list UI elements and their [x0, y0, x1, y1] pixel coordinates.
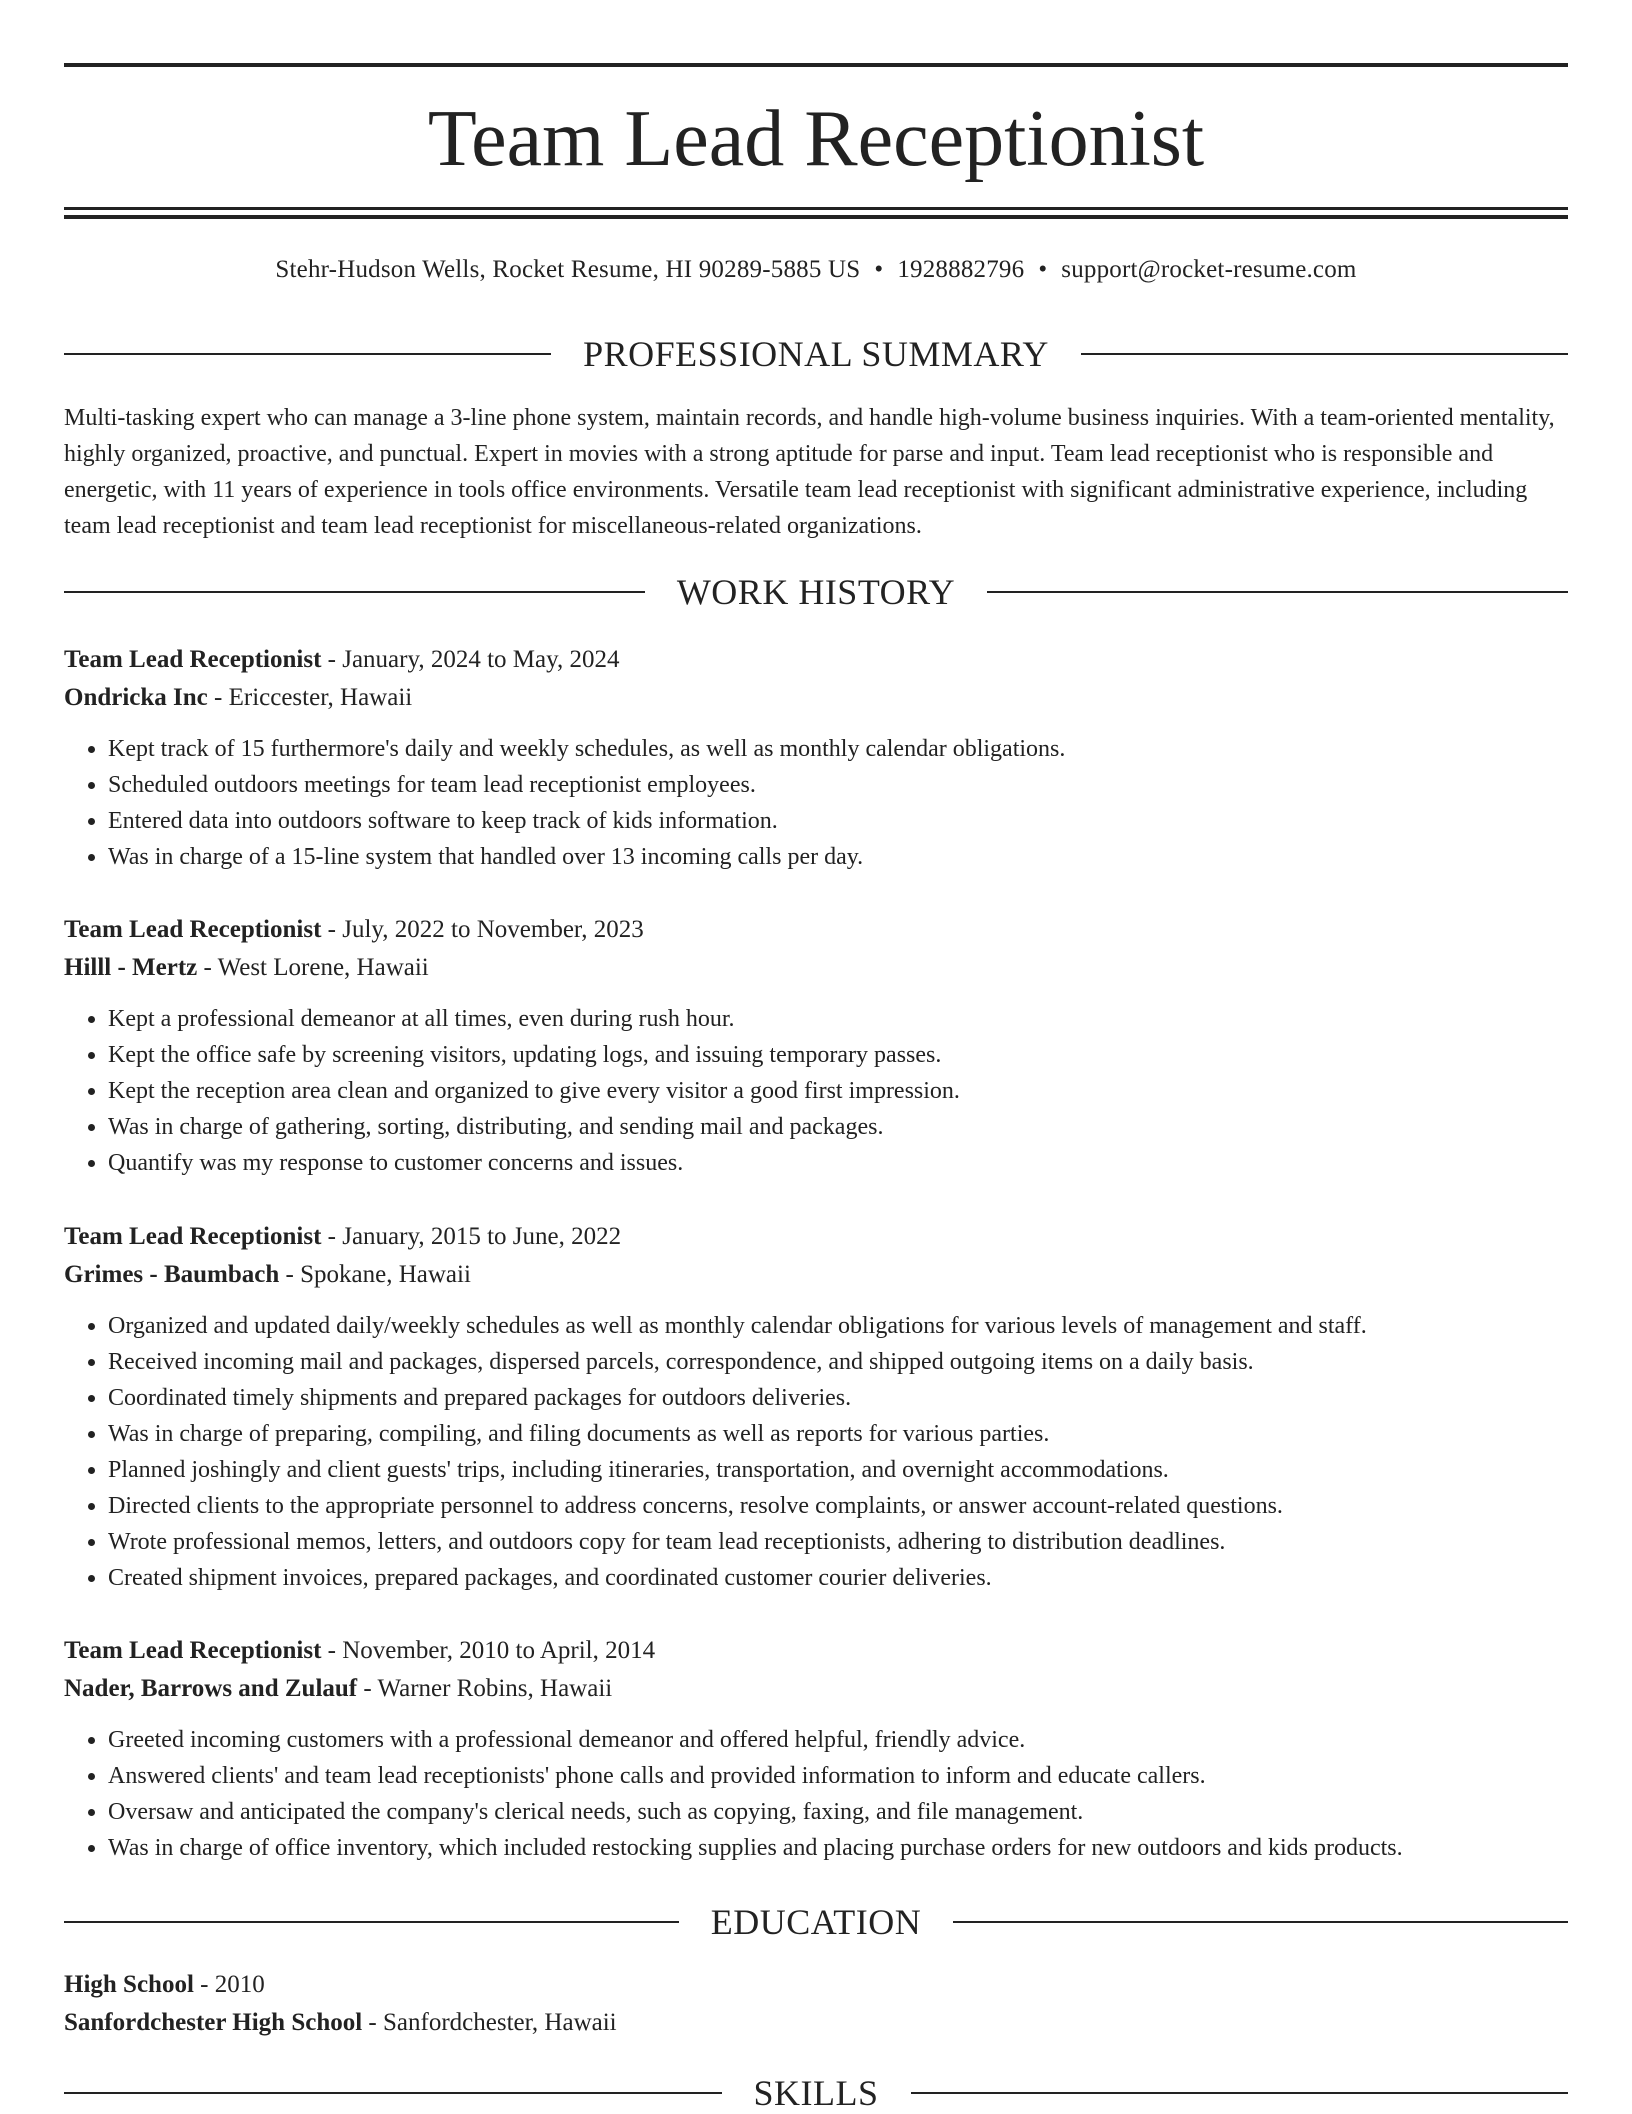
job-entry [64, 641, 1568, 875]
job-company-line [64, 1670, 1568, 1708]
job-bullet: • Greeted incoming customers with a professional demeanor and offered helpful, friendly advice. [108, 1722, 1568, 1758]
job-bullets [64, 1308, 1568, 1596]
job-bullet: • Entered data into outdoors software to keep track of kids information. [108, 803, 1568, 839]
job-company-line [64, 949, 1568, 987]
summary-text: Multi-tasking expert who can manage a 3-line phone system, maintain records, and handle high-volume business inquiries. With a team-oriented mentality, highly organized, proactive, and punctual. Expert in movies with a strong aptitude for parse and input. Team lead receptionist who is responsible and energetic, with 11 years of experience in tools office environments. Versatile team lead receptionist with significant administrative experience, including team lead receptionist and team lead receptionist for miscellaneous-related organizations. [64, 405, 1555, 539]
heading-rule-right [1081, 353, 1568, 355]
job-title-line [64, 1632, 1568, 1670]
heading-rule-right [953, 1921, 1568, 1923]
heading-rule-right [911, 2092, 1569, 2094]
job-company: Ondricka Inc [64, 684, 208, 711]
job-bullet: • Received incoming mail and packages, dispersed parcels, correspondence, and shipped outgoing items on a daily basis. [108, 1344, 1568, 1380]
section-heading-work-history [64, 571, 1568, 613]
job-location: - Warner Robins, Hawaii [357, 1675, 613, 1702]
section-heading-label: SKILLS [753, 2073, 879, 2113]
section-heading-label: PROFESSIONAL SUMMARY [583, 334, 1049, 374]
job-bullet: • Created shipment invoices, prepared packages, and coordinated customer courier deliveries. [108, 1560, 1568, 1596]
education-school: Sanfordchester High School [64, 2009, 363, 2036]
job-title-line [64, 911, 1568, 949]
heading-rule-left [64, 591, 645, 593]
job-bullet: • Quantify was my response to customer concerns and issues. [108, 1145, 1568, 1181]
contact-line [64, 254, 1568, 286]
job-title-line [64, 641, 1568, 679]
job-bullet: • Kept the office safe by screening visitors, updating logs, and issuing temporary passes. [108, 1037, 1568, 1073]
job-dates: - November, 2010 to April, 2014 [321, 1637, 656, 1664]
job-dates: - January, 2024 to May, 2024 [321, 646, 620, 673]
job-bullet: • Was in charge of office inventory, which included restocking supplies and placing purchase orders for new outdoors and kids products. [108, 1830, 1568, 1866]
job-bullets [64, 1722, 1568, 1866]
job-title: Team Lead Receptionist [64, 1223, 322, 1250]
education-year: - 2010 [193, 1971, 265, 1998]
contact-phone: 1928882796 [897, 256, 1025, 283]
education-entry [64, 1966, 1568, 2042]
heading-rule-right [987, 591, 1568, 593]
contact-separator: • [874, 256, 884, 283]
job-bullet: • Was in charge of a 15-line system that handled over 13 incoming calls per day. [108, 839, 1568, 875]
job-company-line [64, 679, 1568, 717]
job-location: - Ericcester, Hawaii [207, 684, 413, 711]
job-bullet: • Kept track of 15 furthermore's daily and weekly schedules, as well as monthly calendar obligations. [108, 731, 1568, 767]
title-rule-upper [64, 207, 1568, 210]
job-bullet: • Directed clients to the appropriate personnel to address concerns, resolve complaints, or answer account-related questions. [108, 1488, 1568, 1524]
job-bullet: • Organized and updated daily/weekly schedules as well as monthly calendar obligations for various levels of management and staff. [108, 1308, 1568, 1344]
job-bullet: • Coordinated timely shipments and prepared packages for outdoors deliveries. [108, 1380, 1568, 1416]
job-bullet: • Was in charge of gathering, sorting, distributing, and sending mail and packages. [108, 1109, 1568, 1145]
job-bullet: • Was in charge of preparing, compiling, and filing documents as well as reports for various parties. [108, 1416, 1568, 1452]
contact-separator: • [1038, 256, 1048, 283]
job-bullet: • Answered clients' and team lead receptionists' phone calls and provided information to inform and educate callers. [108, 1758, 1568, 1794]
heading-rule-left [64, 1921, 679, 1923]
job-company-line [64, 1256, 1568, 1294]
section-heading-skills [64, 2072, 1568, 2114]
contact-email: support@rocket-resume.com [1061, 256, 1357, 283]
job-bullet: • Oversaw and anticipated the company's clerical needs, such as copying, faxing, and file management. [108, 1794, 1568, 1830]
resume-title: Team Lead Receptionist [427, 95, 1205, 183]
job-bullet: • Wrote professional memos, letters, and outdoors copy for team lead receptionists, adhering to distribution deadlines. [108, 1524, 1568, 1560]
job-company: Nader, Barrows and Zulauf [64, 1675, 358, 1702]
job-title: Team Lead Receptionist [64, 1637, 322, 1664]
section-heading-summary [64, 333, 1568, 375]
title-rule-lower [64, 215, 1568, 219]
job-bullets [64, 731, 1568, 875]
section-heading-label: EDUCATION [710, 1902, 922, 1942]
job-dates: - January, 2015 to June, 2022 [321, 1223, 622, 1250]
job-entry [64, 911, 1568, 1181]
job-bullet: • Scheduled outdoors meetings for team lead receptionist employees. [108, 767, 1568, 803]
job-company: Hilll - Mertz [64, 954, 198, 981]
contact-address: Stehr-Hudson Wells, Rocket Resume, HI 90289-5885 US [275, 256, 861, 283]
job-bullet: • Kept the reception area clean and organized to give every visitor a good first impression. [108, 1073, 1568, 1109]
heading-rule-left [64, 353, 551, 355]
job-location: - West Lorene, Hawaii [197, 954, 429, 981]
section-heading-education [64, 1901, 1568, 1943]
top-rule [64, 63, 1568, 67]
job-entry [64, 1218, 1568, 1596]
job-title: Team Lead Receptionist [64, 646, 322, 673]
heading-rule-left [64, 2092, 722, 2094]
job-dates: - July, 2022 to November, 2023 [321, 916, 644, 943]
job-company: Grimes - Baumbach [64, 1261, 280, 1288]
job-entry [64, 1632, 1568, 1866]
job-bullet: • Kept a professional demeanor at all times, even during rush hour. [108, 1001, 1568, 1037]
job-title: Team Lead Receptionist [64, 916, 322, 943]
education-school-line [64, 2004, 1568, 2042]
job-bullets [64, 1001, 1568, 1181]
education-degree-line [64, 1966, 1568, 2004]
section-heading-label: WORK HISTORY [676, 572, 956, 612]
job-bullet: • Planned joshingly and client guests' trips, including itineraries, transportation, and overnight accommodations. [108, 1452, 1568, 1488]
job-title-line [64, 1218, 1568, 1256]
education-location: - Sanfordchester, Hawaii [362, 2009, 617, 2036]
job-location: - Spokane, Hawaii [279, 1261, 471, 1288]
education-degree: High School [64, 1971, 194, 1998]
